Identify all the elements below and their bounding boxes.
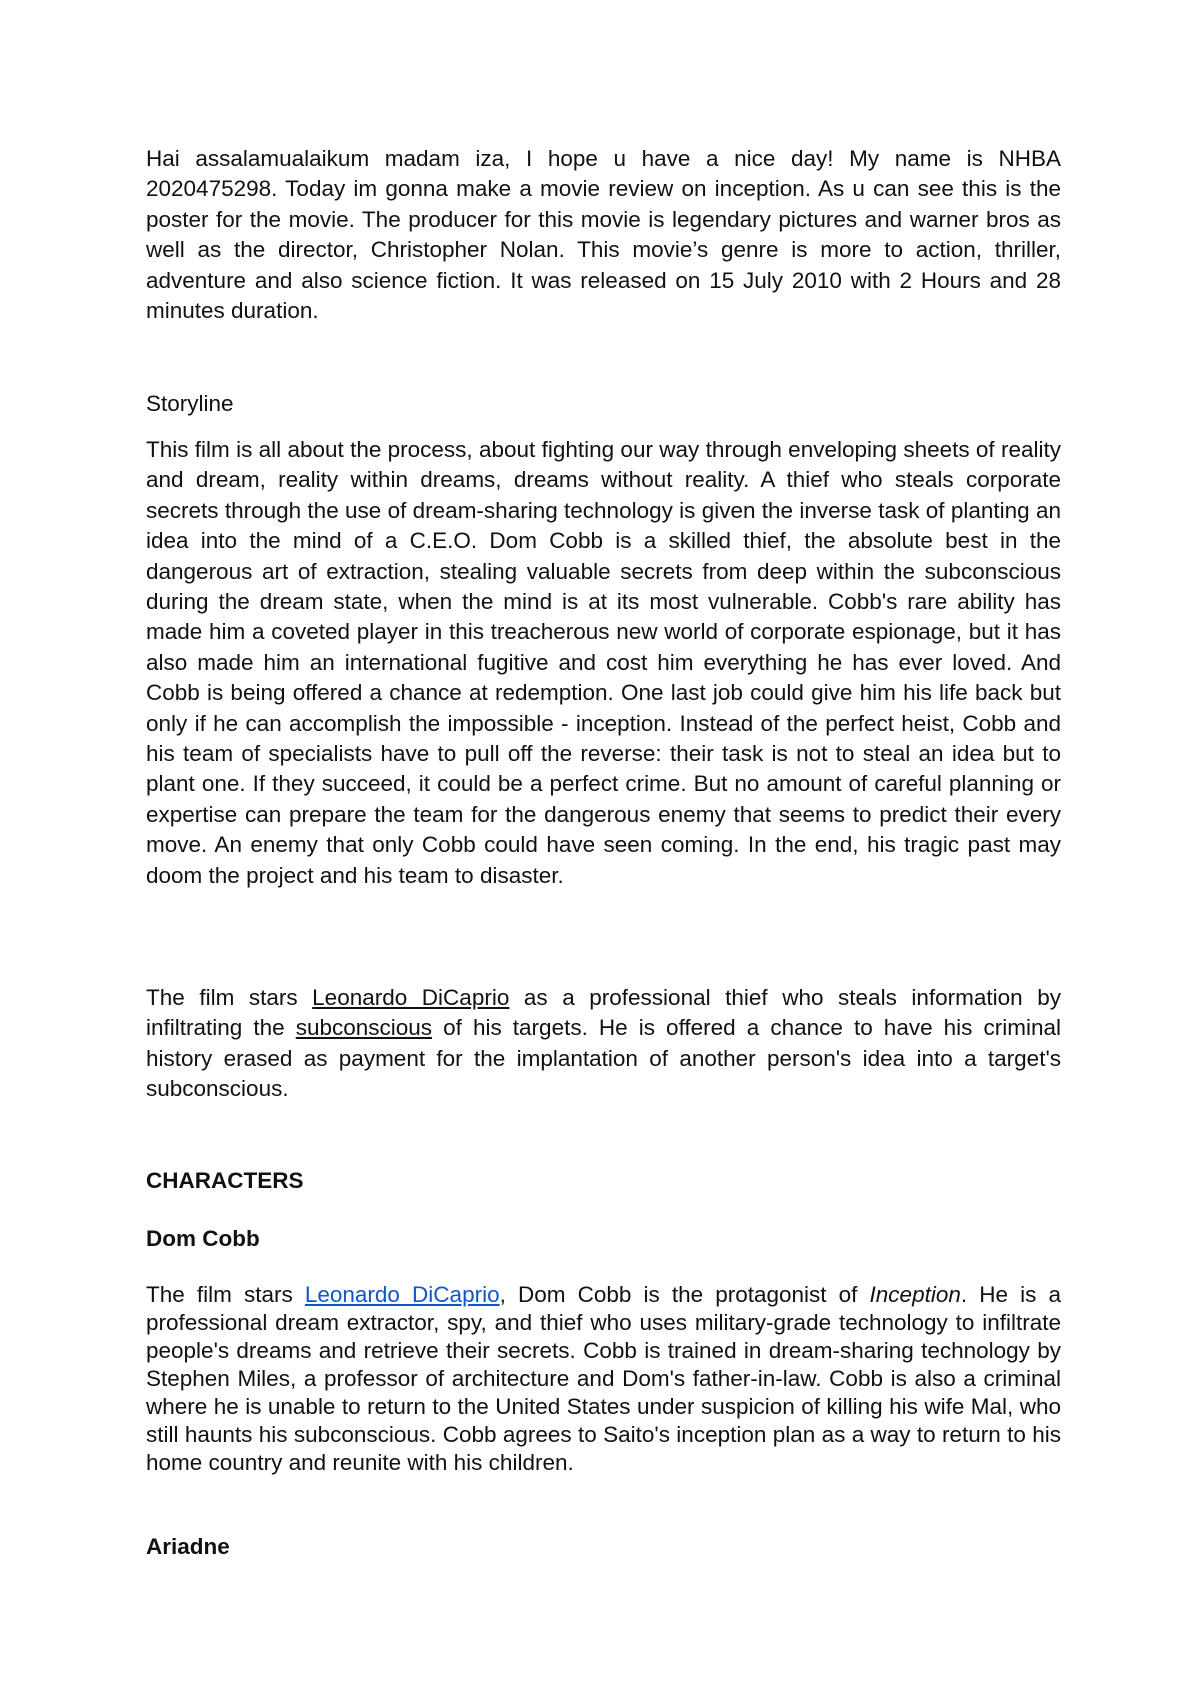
stars-mid: as a professional thief who steals information by infiltrating the bbox=[146, 985, 1061, 1041]
stars-rest: of his targets. He is offered a chance to have his criminal history erased as payment for the implantation of another person's idea into a target's subconscious. bbox=[146, 1015, 1062, 1102]
leonardo-dicaprio-link[interactable]: Leonardo DiCaprio bbox=[312, 985, 510, 1010]
dom-rest: . He is a professional dream extractor, spy, and thief who uses military-grade technology to infiltrate people's dreams and retrieve their secrets. Cobb is trained in dream-sharing technology by Stephen Miles, a professor of architecture and Dom's father-in-law. Cobb is also a criminal where he is unable to return to the United States under suspicion of killing his wife Mal, who still haunts his subconscious. Cobb agrees to Saito's inception plan as a way to return to his home country and reunite with his children. bbox=[146, 1282, 1061, 1475]
dom-cobb-heading: Dom Cobb bbox=[146, 1226, 260, 1251]
intro-paragraph: Hai assalamualaikum madam iza, I hope u have a nice day! My name is NHBA 2020475298. Today im gonna make a movie review on inception. As u can see this is the poster for the movie. The producer for this movie is legendary pictures and warner bros as well as the director, Christopher Nolan. This movie’s genre is more to action, thriller, adventure and also science fiction. It was released on 15 July 2010 with 2 Hours and 28 minutes duration. bbox=[146, 146, 1061, 324]
dom-prefix: The film stars bbox=[146, 1282, 305, 1307]
dom-cobb-paragraph bbox=[146, 1281, 1061, 1477]
dom-mid: , Dom Cobb is the protagonist of bbox=[499, 1282, 870, 1307]
stars-paragraph bbox=[146, 983, 1061, 1105]
storyline-heading: Storyline bbox=[146, 391, 234, 416]
dom-leonardo-dicaprio-link[interactable]: Leonardo DiCaprio bbox=[304, 1282, 500, 1307]
characters-heading: CHARACTERS bbox=[146, 1168, 304, 1193]
ariadne-heading: Ariadne bbox=[146, 1534, 230, 1559]
inception-title: Inception bbox=[869, 1282, 961, 1307]
stars-prefix: The film stars bbox=[146, 985, 313, 1010]
subconscious-link[interactable]: subconscious bbox=[295, 1015, 433, 1041]
storyline-paragraph: This film is all about the process, about fighting our way through enveloping sheets of reality and dream, reality within dreams, dreams without reality. A thief who steals corporate secrets through the use of dream-sharing technology is given the inverse task of planting an idea into the mind of a C.E.O. Dom Cobb is a skilled thief, the absolute best in the dangerous art of extraction, stealing valuable secrets from deep within the subconscious during the dream state, when the mind is at its most vulnerable. Cobb's rare ability has made him a coveted player in this treacherous new world of corporate espionage, but it has also made him an international fugitive and cost him everything he has ever loved. And Cobb is being offered a chance at redemption. One last job could give him his life back but only if he can accomplish the impossible - inception. Instead of the perfect heist, Cobb and his team of specialists have to pull off the reverse: their task is not to steal an idea but to plant one. If they succeed, it could be a perfect crime. But no amount of careful planning or expertise can prepare the team for the dangerous enemy that seems to predict their every move. An enemy that only Cobb could have seen coming. In the end, his tragic past may doom the project and his team to disaster. bbox=[146, 437, 1061, 888]
